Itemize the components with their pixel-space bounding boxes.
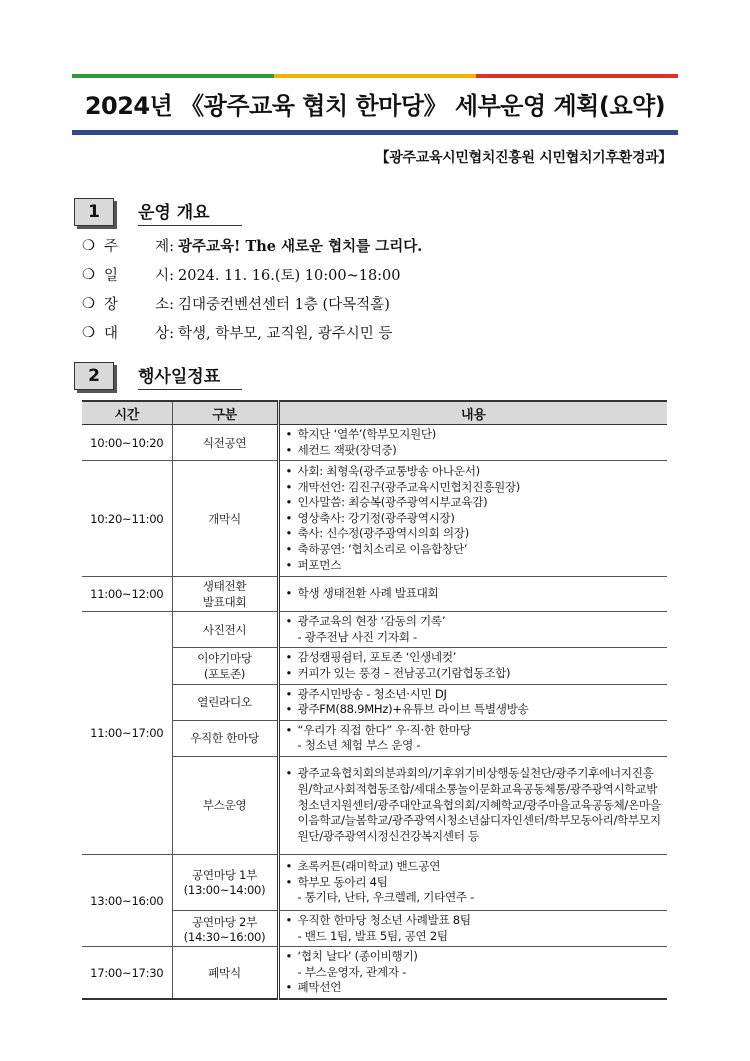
bullet-text: 학지단 ‘열쑤’(학부모지원단) — [297, 427, 436, 441]
section-2-number: 2 — [74, 362, 114, 390]
bullet-text: 인사말씀: 최승복(광주광역시부교육감) — [297, 495, 488, 510]
department-label: 【광주교육시민협치진흥원 시민협치기후환경과】 — [375, 150, 672, 166]
content-cell — [278, 461, 667, 577]
overview-key: 대 — [104, 326, 119, 342]
bullet-item — [286, 980, 664, 996]
bullet-item — [286, 875, 664, 891]
category-cell: 공연마당 2부 (14:30~16:00) — [172, 910, 278, 946]
bullet-text: 축사: 신수정(광주광역시의회 의장) — [297, 526, 469, 541]
schedule-header-row — [82, 401, 667, 425]
sub-note: - 부스운영자, 관계자 - — [297, 964, 407, 979]
bullet-icon: • — [285, 859, 293, 874]
bullet-text: 개막선언: 김진구(광주교육시민협치진흥원장) — [297, 479, 521, 494]
section-2-title: 행사일정표 — [138, 362, 242, 390]
category-cell: 사진전시 — [172, 612, 278, 648]
content-cell — [278, 947, 667, 999]
bullet-icon: • — [285, 766, 293, 781]
category-cell: 열린라디오 — [172, 684, 278, 720]
time-cell: 13:00~16:00 — [82, 854, 172, 946]
content-cell — [278, 684, 667, 720]
time-cell: 17:00~17:30 — [82, 947, 172, 999]
overview-value: 학생, 학부모, 교직원, 광주시민 등 — [178, 326, 393, 342]
bullet-icon: • — [285, 479, 293, 494]
bullet-item — [286, 586, 664, 602]
top-bar-red — [476, 74, 678, 78]
bullet-item — [286, 687, 664, 703]
bullet-text: 우직한 한마당 청소년 사례발표 8팀 — [297, 912, 471, 927]
overview-item-date — [82, 260, 422, 289]
bullet-icon: • — [285, 650, 293, 665]
overview-key: 소: — [155, 297, 174, 313]
sub-note: - 통기타, 난타, 우크렐레, 기타연주 - — [297, 890, 475, 905]
bullet-text: 광주FM(88.9MHz)+유튜브 라이브 특별생방송 — [297, 702, 529, 717]
bullet-item — [286, 723, 664, 739]
section-1-heading — [74, 198, 242, 226]
bullet-icon: • — [285, 542, 293, 557]
table-row — [82, 577, 667, 612]
header-content: 내용 — [278, 401, 667, 425]
bullet-text: 축하공연: ‘협치소리로 이음합창단’ — [297, 542, 468, 557]
bullet-text: 퍼포먼스 — [297, 557, 342, 572]
bullet-item — [286, 949, 664, 965]
time-cell: 11:00~12:00 — [82, 577, 172, 612]
circle-bullet-icon: ❍ — [82, 295, 95, 312]
page-title: 2024년 《광주교육 협치 한마당》 세부운영 계획(요약) — [84, 92, 666, 120]
top-color-bar — [72, 74, 678, 78]
bullet-text: ‘협치 날다’ (종이비행기) — [297, 949, 418, 964]
header-time: 시간 — [82, 401, 172, 425]
bullet-item — [286, 859, 664, 875]
bullet-item — [286, 495, 664, 511]
sub-note: - 밴드 1팀, 발표 5팀, 공연 2팀 — [297, 928, 448, 943]
top-bar-yellow — [274, 74, 476, 78]
table-row — [82, 854, 667, 910]
bullet-item — [286, 542, 664, 558]
overview-key: 상: — [155, 326, 174, 342]
category-cell: 우직한 한마당 — [172, 720, 278, 756]
bullet-item — [286, 702, 664, 718]
bullet-icon: • — [285, 442, 293, 457]
bullet-item — [286, 766, 664, 844]
bullet-icon: • — [285, 526, 293, 541]
bullet-item — [286, 650, 664, 666]
category-cell: 개막식 — [172, 461, 278, 577]
overview-key: 일 — [104, 268, 119, 284]
bullet-icon: • — [285, 464, 293, 479]
bullet-icon: • — [285, 702, 293, 717]
overview-list — [82, 231, 422, 347]
content-cell — [278, 648, 667, 684]
content-cell — [278, 756, 667, 854]
bullet-icon: • — [285, 510, 293, 525]
content-cell — [278, 720, 667, 756]
overview-item-theme — [82, 231, 422, 260]
bullet-text: 광주교육의 현장 ‘감동의 기록’ — [297, 614, 446, 629]
bullet-text: 폐막선언 — [297, 980, 342, 995]
bullet-icon: • — [285, 874, 293, 889]
circle-bullet-icon: ❍ — [82, 266, 95, 283]
content-cell — [278, 425, 667, 461]
category-cell: 부스운영 — [172, 756, 278, 854]
bullet-text: 광주교육협치회의분과회의/기후위기비상행동실천단/광주기후에너지진흥원/학교사회적협동조합/세대소통놀이문화교육공동체통/광주광역시학교밖청소년지원센터/광주대안교육협의회/지혜학교/광주마을교육공동체/온마을이음학교/늘봄학교/광주광역시청소년삶디자인센터/학부모동아리/학부모지원단/광주광역시정신건강복지센터 등 — [297, 766, 661, 843]
bullet-text: 광주시민방송 - 청소년·시민 DJ — [297, 686, 447, 701]
bullet-icon: • — [285, 614, 293, 629]
overview-key: 주 — [104, 239, 119, 255]
category-cell: 폐막식 — [172, 947, 278, 999]
bullet-item — [286, 480, 664, 496]
category-cell: 생태전환 발표대회 — [172, 577, 278, 612]
table-row — [82, 425, 667, 461]
bullet-item — [286, 511, 664, 527]
bullet-text: 초록커튼(래미학교) 밴드공연 — [297, 859, 441, 874]
overview-item-place — [82, 289, 422, 318]
bullet-text: 사회: 최형욱(광주교통방송 아나운서) — [297, 464, 480, 479]
bullet-icon: • — [285, 427, 293, 441]
schedule-table — [82, 400, 667, 1000]
table-row — [82, 947, 667, 999]
section-1-number: 1 — [74, 198, 114, 226]
bullet-icon: • — [285, 722, 293, 737]
bullet-icon: • — [285, 586, 293, 601]
header-category: 구분 — [172, 401, 278, 425]
time-cell: 10:20~11:00 — [82, 461, 172, 577]
overview-key: 시: — [155, 268, 174, 284]
bullet-text: 감성캠핑쉼터, 포토존 ‘인생네컷’ — [297, 650, 457, 665]
circle-bullet-icon: ❍ — [82, 324, 95, 341]
bullet-icon: • — [285, 665, 293, 680]
bullet-text: 영상축사: 강기정(광주광역시장) — [297, 510, 455, 525]
bullet-text: 세컨드 잭팟(장덕중) — [297, 442, 397, 457]
sub-note: - 광주전남 사진 기자회 - — [297, 629, 417, 644]
overview-value: 광주교육! The 새로운 협치를 그리다. — [178, 238, 423, 255]
bullet-text: 학부모 동아리 4팀 — [297, 874, 388, 889]
bullet-item — [286, 558, 664, 574]
title-underline-bar — [72, 130, 678, 135]
category-cell: 식전공연 — [172, 425, 278, 461]
bullet-icon: • — [285, 949, 293, 964]
time-cell: 10:00~10:20 — [82, 425, 172, 461]
bullet-text: “우리가 직접 한다” 우·직·한 한마당 — [297, 722, 471, 737]
table-row — [82, 612, 667, 648]
content-cell — [278, 854, 667, 910]
content-cell — [278, 612, 667, 648]
overview-value: 김대중컨벤션센터 1층 (다목적홀) — [178, 297, 390, 313]
circle-bullet-icon: ❍ — [82, 237, 95, 254]
overview-value: 2024. 11. 16.(토) 10:00~18:00 — [178, 268, 401, 284]
overview-item-target — [82, 318, 422, 347]
bullet-item — [286, 666, 664, 682]
bullet-icon: • — [285, 912, 293, 927]
section-2-heading — [74, 362, 242, 390]
bullet-icon: • — [285, 686, 293, 701]
bullet-item — [286, 427, 664, 443]
overview-key: 장 — [104, 297, 119, 313]
bullet-icon: • — [285, 557, 293, 572]
bullet-text: 학생 생태전환 사례 발표대회 — [297, 586, 439, 601]
bullet-item — [286, 526, 664, 542]
top-bar-green — [72, 74, 274, 78]
category-cell: 공연마당 1부 (13:00~14:00) — [172, 854, 278, 910]
time-cell: 11:00~17:00 — [82, 612, 172, 855]
table-row — [82, 461, 667, 577]
bullet-text: 커피가 있는 풍경 – 전남공고(기람협동조합) — [297, 665, 511, 680]
bullet-item — [286, 614, 664, 630]
content-cell — [278, 577, 667, 612]
bullet-item — [286, 913, 664, 929]
category-cell: 이야기마당 (포토존) — [172, 648, 278, 684]
section-1-title: 운영 개요 — [138, 198, 242, 226]
content-cell — [278, 910, 667, 946]
bullet-item — [286, 443, 664, 459]
overview-key: 제: — [155, 239, 174, 255]
bullet-icon: • — [285, 495, 293, 510]
sub-note: - 청소년 체험 부스 운영 - — [297, 738, 421, 753]
bullet-icon: • — [285, 980, 293, 995]
bullet-item — [286, 464, 664, 480]
